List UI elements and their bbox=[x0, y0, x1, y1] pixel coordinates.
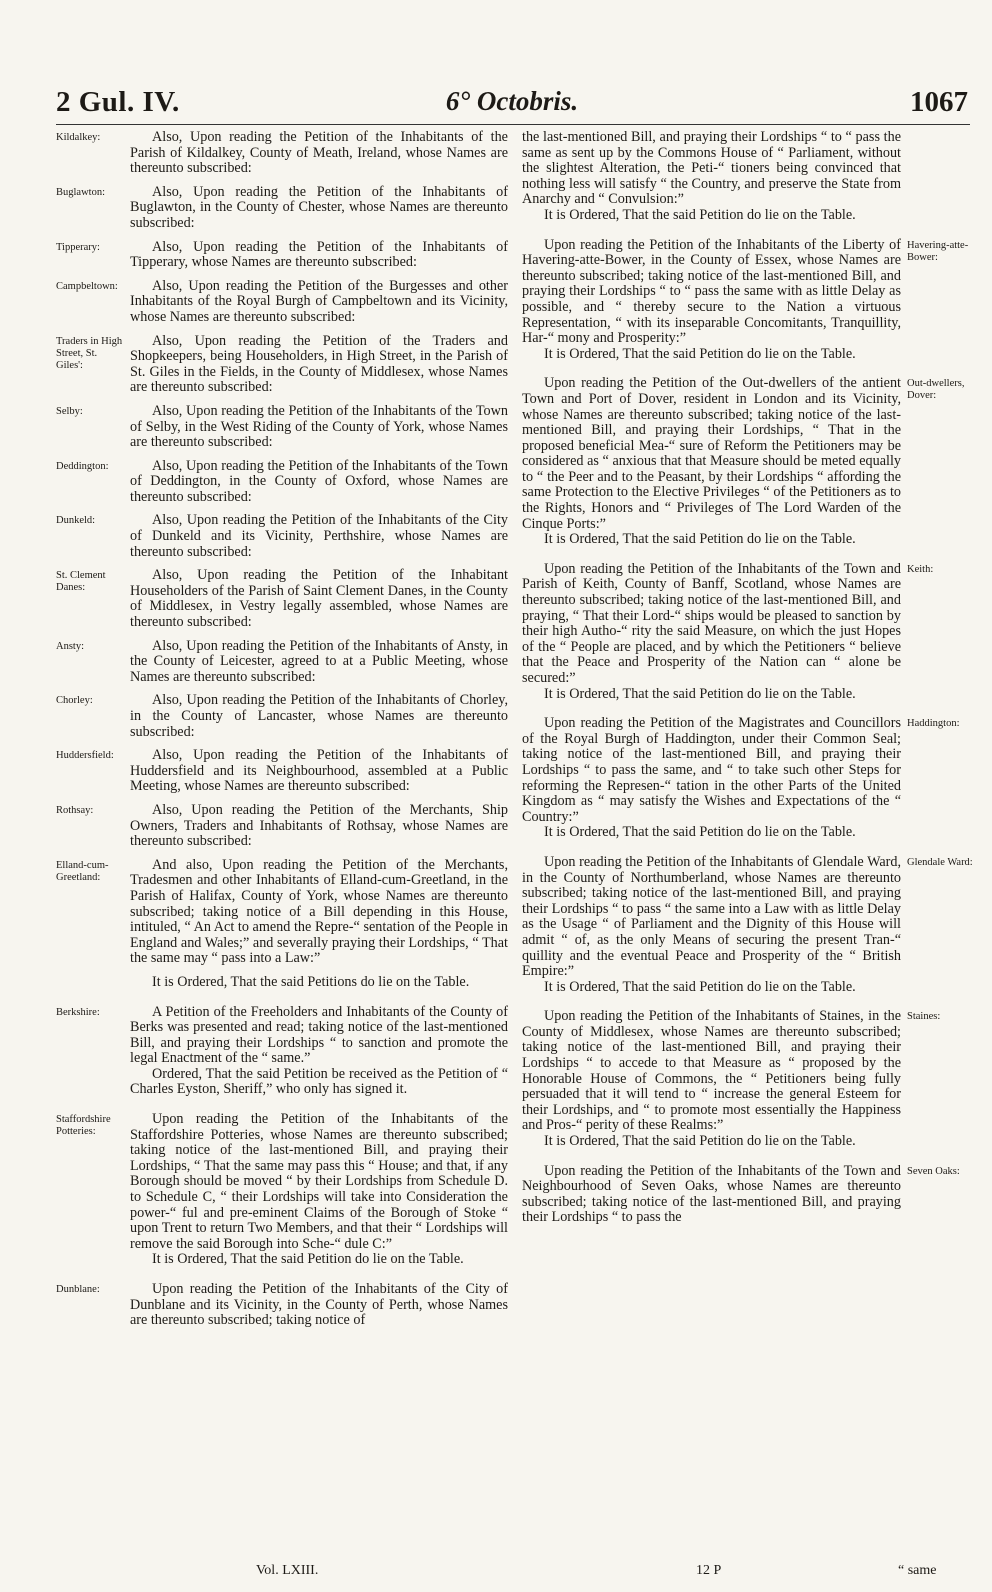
petition-text: Also, Upon reading the Petition of the Inhabitants of the Town of Selby, in the West Riding of the County of York, whose Names are thereunto subscribed: bbox=[130, 402, 508, 451]
marginal-note: Elland-cum-Greetland: bbox=[56, 859, 109, 883]
marginal-note: Dunkeld: bbox=[56, 515, 96, 527]
petition-text: Also, Upon reading the Petition of the Inhabitants of the City of Dunkeld and its Vicinity, Perthshire, whose Names are thereunto subscribed: bbox=[130, 512, 508, 560]
marginal-note: Campbeltown: bbox=[56, 280, 118, 292]
petition-text: Upon reading the Petition of the Inhabitants of Staines, in the County of Middlesex, whose Names are thereunto subscribed; taking notice of the last-mentioned Bill, and praying their Lordships “ to accede to that Measure as “ proposed by the Honorable House of Commons, the “ Petitioners being fully persuaded that it will tend to “ increase the general Esteem for their Lordships, and “ to promote most essentially the Happiness and Pros-“ perity of these Realms:” bbox=[522, 1008, 901, 1134]
regnal-year: 2 Gul. IV. bbox=[56, 86, 180, 118]
petition-text: It is Ordered, That the said Petitions do lie on the Table. bbox=[152, 973, 470, 990]
marginal-note: Staines: bbox=[907, 1011, 941, 1023]
petition-text: Upon reading the Petition of the Inhabitants of the Staffordshire Potteries, whose Names are thereunto subscribed; taking notice of the last-mentioned Bill, and praying their Lordships, “ That the same may pass this “ House; and that, if any Borough should be moved “ by their Lordships from Schedule D. to Schedule C, “ their Lordships will take into Consideration the power-“ ful and pre-eminent Claims of the Borough of Stoke “ upon Trent to return Two Members, and that their “ Lordships will remove the said Borough into Sche-“ dule C:” bbox=[130, 1111, 508, 1252]
marginal-note: Out-dwellers, Dover: bbox=[907, 378, 965, 402]
petition-text: Also, Upon reading the Petition of the Inhabitants of the Town of Deddington, in the County of Oxford, whose Names are thereunto subscribed: bbox=[130, 457, 508, 505]
marginal-note: Chorley: bbox=[56, 695, 93, 707]
petition-text: Upon reading the Petition of the Inhabitants of Glendale Ward, in the County of Northumberland, whose Names are thereunto subscribed; taking notice of the last-mentioned Bill, and praying their Lordships “ to pass “ the same into a Law with as little Delay as the Usage “ of Parliament and the Dignity of this House will admit “ of, as the only Means of securing the present Tran-“ quillity and the eventual Peace and Prosperity of the “ British Empire:” bbox=[522, 853, 901, 980]
marginal-note: Buglawton: bbox=[56, 186, 105, 198]
marginal-note: Rothsay: bbox=[56, 804, 94, 816]
petition-text: Also, Upon reading the Petition of the Burgesses and other Inhabitants of the Royal Burgh of Campbeltown and its Vicinity, whose Names are thereunto subscribed: bbox=[130, 277, 508, 325]
marginal-note: Keith: bbox=[907, 563, 934, 575]
petition-text: Also, Upon reading the Petition of the Traders and Shopkeepers, being Householders, in High Street, in the Parish of St. Giles in the Fields, in the County of Middlesex, whose Names are thereunto subscribed: bbox=[130, 332, 508, 396]
petition-entry bbox=[56, 512, 508, 560]
marginal-note: Selby: bbox=[56, 405, 83, 417]
petition-entry bbox=[56, 1111, 508, 1268]
petition-text: Also, Upon reading the Petition of the Inhabitants of Tipperary, whose Names are thereunto subscribed: bbox=[130, 238, 508, 271]
petition-entry bbox=[56, 856, 508, 967]
order-text: It is Ordered, That the said Petition do lie on the Table. bbox=[544, 824, 856, 841]
marginal-note: Staffordshire Potteries: bbox=[56, 1114, 111, 1138]
page-footer bbox=[56, 1563, 970, 1583]
marginal-note: Dunblane: bbox=[56, 1284, 100, 1295]
petition-text: Also, Upon reading the Petition of the Merchants, Ship Owners, Traders and Inhabitants of Rothsay, whose Names are thereunto subscribed: bbox=[130, 801, 508, 850]
right-column bbox=[522, 129, 973, 1226]
header-rule bbox=[56, 124, 970, 125]
petition-text: Also, Upon reading the Petition of the Inhabitants of Buglawton, in the County of Chester, whose Names are thereunto subscribed: bbox=[130, 183, 508, 231]
petition-entry bbox=[522, 560, 934, 702]
petition-text: the last-mentioned Bill, and praying their Lordships “ to “ pass the same as sent up by the Commons House of “ Parliament, without the slightest Alteration, the Peti-“ tioners being convinced that nothing less will satisfy “ the Country, and preserve the State from Anarchy and “ Convulsion:” bbox=[522, 129, 901, 208]
petition-entry bbox=[56, 457, 508, 506]
petition-entry bbox=[56, 129, 508, 177]
page-header bbox=[56, 86, 968, 122]
page-date: 6° Octobris. bbox=[445, 86, 579, 116]
petition-entry bbox=[522, 375, 965, 548]
marginal-note: Glendale Ward: bbox=[907, 856, 973, 868]
petition-entry bbox=[522, 130, 901, 224]
petition-entry bbox=[522, 236, 969, 363]
petition-entry bbox=[56, 332, 508, 396]
petition-entry bbox=[56, 637, 508, 686]
order-text: It is Ordered, That the said Petition do lie on the Table. bbox=[544, 531, 856, 548]
order-text: It is Ordered, That the said Petition do lie on the Table. bbox=[544, 206, 856, 223]
petition-entry bbox=[522, 1162, 960, 1226]
petition-entry bbox=[130, 975, 508, 991]
marginal-note: Havering-atte-Bower: bbox=[907, 239, 969, 263]
petition-text: Upon reading the Petition of the Out-dwellers of the antient Town and Port of Dover, resident in London and its Vicinity, whose Names are thereunto subscribed; taking notice of the last-mentioned Bill, and praying their Lordships, “ That in the proposed beneficial Mea-“ sure of Reform the Petitioners may be considered as “ anxious that that Measure should be meted equally to “ the Peer and to the Peasant, by their Lordships “ affording the same Protection to the Elective Privileges “ of the Petitioners as to the Rights, Honors and “ Privileges of The Lord Warden of the Cinque Ports:” bbox=[522, 375, 901, 532]
petition-text: Also, Upon reading the Petition of the Inhabitants of Huddersfield and its Neighbourhood, assembled at a Public Meeting, whose Names are thereunto subscribed: bbox=[130, 747, 508, 795]
petition-entry bbox=[56, 1003, 508, 1099]
petition-entry bbox=[56, 277, 508, 326]
petition-entry bbox=[522, 715, 960, 841]
marginal-note: Haddington: bbox=[907, 718, 960, 730]
petition-text: A Petition of the Freeholders and Inhabitants of the County of Berks was presented and read; taking notice of the last-mentioned Bill, and praying their Lordships “ to sanction and promote the legal Enactment of the “ same.” bbox=[130, 1003, 508, 1067]
left-column bbox=[56, 129, 508, 1329]
petition-text: Upon reading the Petition of the Inhabitants of the Liberty of Havering-atte-Bower, in the County of Essex, whose Names are thereunto subscribed; taking notice of the last-mentioned Bill, and praying their Lordships “ to “ pass the same with as little Delay as possible, and “ thereby secure to the Nation a virtuous Representation, “ with its inseparable Concomitants, Tranquillity, Har-“ mony and Prosperity:” bbox=[522, 236, 901, 347]
marginal-note: Ansty: bbox=[56, 640, 85, 652]
petition-text: Also, Upon reading the Petition of the Inhabitant Householders of the Parish of Saint Clement Danes, in the County of Middlesex, in Vestry legally assembled, whose Names are thereunto subscribed: bbox=[130, 567, 508, 631]
marginal-note: Tipperary: bbox=[56, 241, 100, 253]
signature-mark: 12 P bbox=[696, 1563, 722, 1578]
petition-text: Upon reading the Petition of the Magistrates and Councillors of the Royal Burgh of Haddington, under their Common Seal; taking notice of the last-mentioned Bill, and praying their Lordships “ to pass the same, and “ to take such other Steps for reforming the Represen-“ tation in the other Parts of the United Kingdom as “ may satisfy the Wishes and Expectations of the “ Country:” bbox=[522, 715, 901, 825]
petition-text: Upon reading the Petition of the Inhabitants of the Town and Parish of Keith, County of Banff, Scotland, whose Names are thereunto subscribed; taking notice of the last-mentioned Bill, and praying, “ That their Lord-“ ships would be pleased to sanction by their high Autho-“ rity the said Measure, on which the just Hopes of the “ People are placed, and by which the Petitioners “ believe that the Peace and Prosperity of the Nation can “ alone be secured:” bbox=[522, 560, 901, 686]
petition-text: Upon reading the Petition of the Inhabitants of the City of Dunblane and its Vicinity, in the County of Perth, whose Names are thereunto subscribed; taking notice of bbox=[130, 1281, 508, 1329]
petition-entry bbox=[56, 183, 508, 232]
marginal-note: Deddington: bbox=[56, 460, 109, 472]
petition-entry bbox=[56, 747, 508, 795]
catchword: “ same bbox=[898, 1563, 937, 1578]
marginal-note: Kildalkey: bbox=[56, 132, 101, 143]
order-text: It is Ordered, That the said Petition do lie on the Table. bbox=[544, 1133, 856, 1150]
order-text: It is Ordered, That the said Petition do lie on the Table. bbox=[544, 978, 856, 995]
petition-entry bbox=[56, 238, 508, 271]
petition-text: Also, Upon reading the Petition of the Inhabitants of Ansty, in the County of Leicester, agreed to at a Public Meeting, whose Names are thereunto subscribed: bbox=[130, 637, 508, 685]
petition-entry bbox=[522, 853, 973, 995]
petition-entry bbox=[522, 1008, 941, 1150]
petition-text: And also, Upon reading the Petition of the Merchants, Tradesmen and other Inhabitants of Elland-cum-Greetland, in the Parish of Halifax, County of York, whose Names are thereunto subscribed; taking notice of a Bill depending in this House, intituled, “ An Act to amend the Repre-“ sentation of the People in England and Wales;” and severally praying their Lordships, “ That the same may “ pass into a Law:” bbox=[130, 856, 508, 967]
order-text: Ordered, That the said Petition be received as the Petition of “ Charles Eyston, Sheriff,” who only has signed it. bbox=[130, 1065, 508, 1098]
marginal-note: Seven Oaks: bbox=[907, 1165, 960, 1177]
page-number: 1067 bbox=[910, 86, 968, 118]
petition-text: Upon reading the Petition of the Inhabitants of the Town and Neighbourhood of Seven Oaks, whose Names are thereunto subscribed; taking notice of the last-mentioned Bill, and praying their Lordships “ to pass the bbox=[522, 1162, 901, 1226]
petition-entry bbox=[56, 402, 508, 451]
marginal-note: Berkshire: bbox=[56, 1006, 100, 1018]
petition-entry bbox=[56, 567, 508, 631]
marginal-note: Huddersfield: bbox=[56, 750, 114, 762]
marginal-note: Traders in High Street, St. Giles': bbox=[56, 335, 123, 371]
petition-entry bbox=[56, 692, 508, 740]
petition-text: Also, Upon reading the Petition of the Inhabitants of Chorley, in the County of Lancaster, whose Names are thereunto subscribed: bbox=[130, 692, 508, 740]
petition-entry bbox=[56, 801, 508, 850]
marginal-note: St. Clement Danes: bbox=[56, 570, 106, 594]
order-text: It is Ordered, That the said Petition do lie on the Table. bbox=[544, 345, 856, 362]
order-text: It is Ordered, That the said Petition do lie on the Table. bbox=[544, 685, 856, 702]
petition-text: Also, Upon reading the Petition of the Inhabitants of the Parish of Kildalkey, County of Meath, Ireland, whose Names are thereunto subscribed: bbox=[130, 129, 508, 177]
order-text: It is Ordered, That the said Petition do lie on the Table. bbox=[152, 1251, 464, 1268]
petition-entry bbox=[56, 1281, 508, 1329]
volume-mark: Vol. LXIII. bbox=[256, 1563, 319, 1578]
